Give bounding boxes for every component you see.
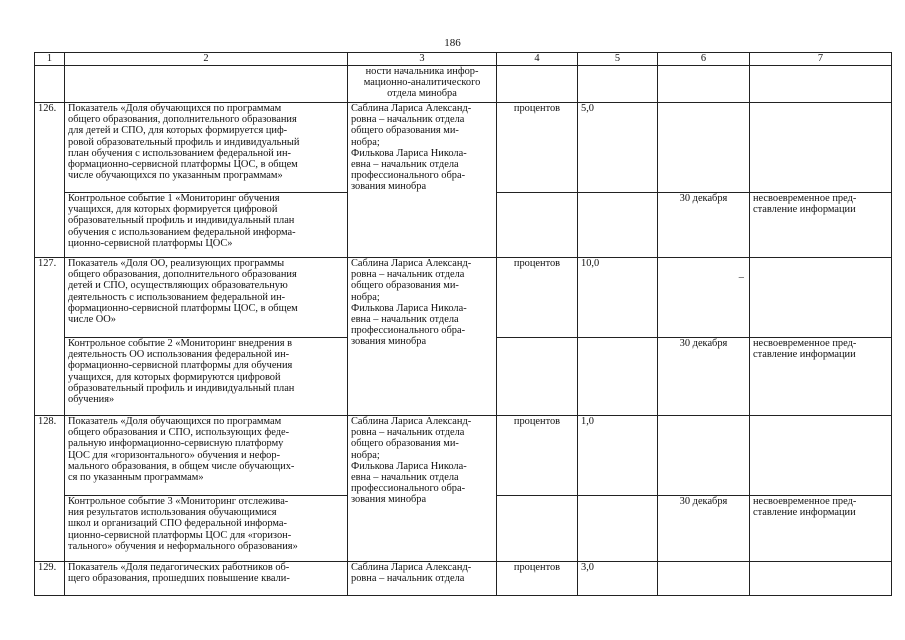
row-number: 126. [35, 103, 65, 258]
table-row [35, 258, 892, 338]
header-col-4: 4 [497, 53, 578, 66]
table-row [35, 103, 892, 193]
responsible-cell: Саблина Лариса Александ- ровна – начальник отдела [351, 562, 472, 585]
value-cell: 3,0 [578, 562, 658, 596]
header-col-1: 1 [35, 53, 65, 66]
table-row [35, 66, 892, 103]
row-number: 127. [35, 258, 65, 416]
responsible-cell: Саблина Лариса Александ- ровна – начальник отдела общего образования ми- нобра; Филькова Лариса Никола- евна – начальник отдела профессионального обра- зования минобра [351, 103, 472, 193]
date-cell: 30 декабря [658, 496, 750, 562]
header-col-3: 3 [348, 53, 497, 66]
responsible-cell: ности начальника инфор- мационно-аналитического отдела минобра [363, 66, 481, 100]
row-number: 129. [35, 562, 65, 596]
header-col-6: 6 [658, 53, 750, 66]
table-row [35, 416, 892, 496]
control-event-cell: Контрольное событие 1 «Мониторинг обучения учащихся, для которых формируется цифровой образовательный профиль и индивидуальный план обучения с использованием федеральной информа- ционно-сервисной платформы ЦОС» [68, 193, 296, 249]
unit-cell: процентов [497, 562, 578, 596]
row-number: 128. [35, 416, 65, 562]
unit-cell: процентов [497, 103, 578, 193]
indicator-cell: Показатель «Доля обучающихся по программам общего образования, дополнительного образования для детей и СПО, для которых формируется циф- ровой образовательный профиль и индивидуальный план обучения с использованием федеральной ин- формационно-сервисной платформы ЦОС, в общем числе обучающихся по указанным программам» [68, 103, 300, 182]
risk-cell: несвоевременное пред- ставление информации [753, 193, 857, 216]
value-cell: 1,0 [578, 416, 658, 496]
header-col-7: 7 [750, 53, 892, 66]
control-event-cell: Контрольное событие 2 «Мониторинг внедрения в деятельность ОО использования федеральной ин- формационно-сервисной платформы для обучения учащихся, для которых формируются цифровой образовательный профиль и индивидуальный план обучения» [68, 338, 295, 406]
plan-table [34, 52, 892, 596]
unit-cell: процентов [497, 416, 578, 496]
header-row [35, 53, 892, 66]
indicator-cell: Показатель «Доля педагогических работников об- щего образования, прошедших повышение квали- [68, 562, 290, 585]
value-cell: 5,0 [578, 103, 658, 193]
responsible-cell: Саблина Лариса Александ- ровна – начальник отдела общего образования ми- нобра; Филькова Лариса Никола- евна – начальник отдела профессионального обра- зования минобра [351, 258, 472, 348]
control-event-cell: Контрольное событие 3 «Мониторинг отслежива- ния результатов использования обучающимися школ и организаций СПО федеральной информа- ционно-сервисной платформы ЦОС для «горизон- тального» обучения и неформального образования» [68, 496, 298, 552]
indicator-cell: Показатель «Доля обучающихся по программам общего образования и СПО, использующих феде- ральную информационно-сервисную платформу ЦОС для «горизонтального» обучения и нефор- мального образования, в общем числе обучающих- ся по указанным программам» [68, 416, 295, 484]
date-cell: 30 декабря [658, 338, 750, 416]
value-cell: 10,0 [578, 258, 658, 338]
header-col-2: 2 [65, 53, 348, 66]
dash-mark: – [738, 272, 744, 283]
indicator-cell: Показатель «Доля ОО, реализующих программы общего образования, дополнительного образования детей и СПО, осуществляющих образовательную деятельность с использованием федеральной ин- формационно-сервисной платформы ЦОС, в общем числе ОО» [68, 258, 298, 326]
table-row [35, 562, 892, 596]
date-cell: 30 декабря [658, 193, 750, 258]
risk-cell: несвоевременное пред- ставление информации [753, 496, 857, 519]
risk-cell: несвоевременное пред- ставление информации [753, 338, 857, 361]
page-number: 186 [444, 37, 461, 49]
header-col-5: 5 [578, 53, 658, 66]
unit-cell: процентов [497, 258, 578, 338]
responsible-cell: Саблина Лариса Александ- ровна – начальник отдела общего образования ми- нобра; Филькова Лариса Никола- евна – начальник отдела профессионального обра- зования минобра [351, 416, 472, 506]
